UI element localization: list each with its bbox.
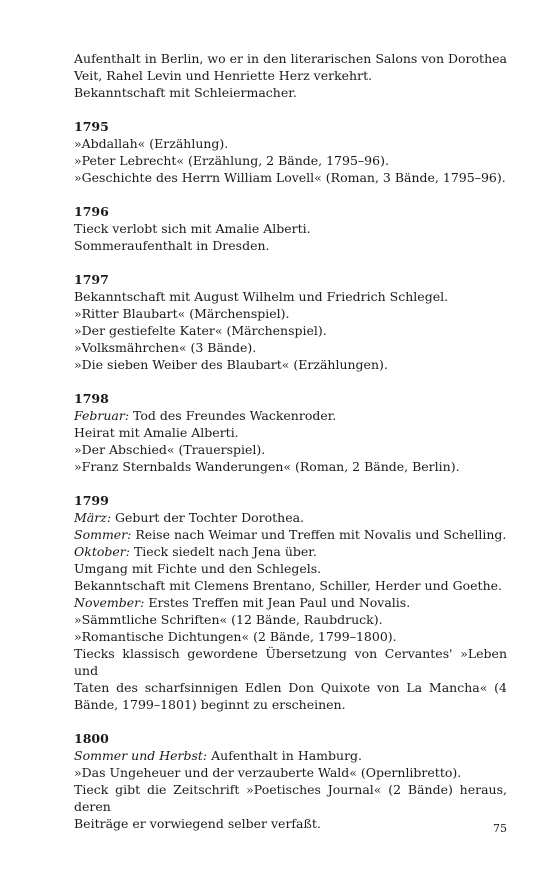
entry-text: Tod des Freundes Wackenroder. bbox=[129, 408, 337, 423]
year-heading: 1796 bbox=[74, 204, 109, 219]
entry bbox=[74, 152, 507, 169]
entry bbox=[74, 169, 507, 186]
entry-text: Geburt der Tochter Dorothea. bbox=[111, 510, 305, 525]
entry bbox=[74, 424, 507, 441]
entry bbox=[74, 509, 507, 526]
entry bbox=[74, 628, 507, 645]
entry bbox=[74, 526, 507, 543]
entry-text: »Volksmährchen« (3 Bände). bbox=[74, 340, 257, 355]
entry bbox=[74, 237, 507, 254]
entry bbox=[74, 441, 507, 458]
entry-text: »Ritter Blaubart« (Märchenspiel). bbox=[74, 306, 290, 321]
entry bbox=[74, 560, 507, 577]
entry-text: Bekanntschaft mit Clemens Brentano, Schiller, Herder und Goethe. bbox=[74, 578, 502, 593]
entry-text: »Peter Lebrecht« (Erzählung, 2 Bände, 1795–96). bbox=[74, 153, 389, 168]
entry-date-label: März: bbox=[74, 510, 112, 525]
entry-date-label: Sommer: bbox=[74, 527, 132, 542]
intro-line: Veit, Rahel Levin und Henriette Herz verkehrt. bbox=[74, 68, 373, 83]
entry-text: Reise nach Weimar und Treffen mit Novalis und Schelling. bbox=[131, 527, 507, 542]
paragraph-line: Bände, 1799–1801) beginnt zu erscheinen. bbox=[74, 697, 346, 712]
year-block-1797 bbox=[74, 271, 507, 373]
entry bbox=[74, 356, 507, 373]
page-body bbox=[74, 50, 507, 849]
entry bbox=[74, 322, 507, 339]
entry-text: Sommeraufenthalt in Dresden. bbox=[74, 238, 270, 253]
page-number: 75 bbox=[493, 822, 507, 835]
entry-text: »Der gestiefelte Kater« (Märchenspiel). bbox=[74, 323, 327, 338]
intro-line: Bekanntschaft mit Schleiermacher. bbox=[74, 85, 297, 100]
entry-text: »Abdallah« (Erzählung). bbox=[74, 136, 229, 151]
entry-text: »Geschichte des Herrn William Lovell« (Roman, 3 Bände, 1795–96). bbox=[74, 170, 506, 185]
entry bbox=[74, 611, 507, 628]
entry-text: »Romantische Dichtungen« (2 Bände, 1799–1800). bbox=[74, 629, 397, 644]
year-heading: 1800 bbox=[74, 731, 109, 746]
entry bbox=[74, 407, 507, 424]
year-block-1798 bbox=[74, 390, 507, 475]
entry bbox=[74, 305, 507, 322]
entry-text: »Die sieben Weiber des Blaubart« (Erzählungen). bbox=[74, 357, 388, 372]
year-block-1800 bbox=[74, 730, 507, 832]
entry-date-label: Februar: bbox=[74, 408, 130, 423]
entry bbox=[74, 543, 507, 560]
entry-text: »Franz Sternbalds Wanderungen« (Roman, 2 Bände, Berlin). bbox=[74, 459, 460, 474]
entry-text: Umgang mit Fichte und den Schlegels. bbox=[74, 561, 322, 576]
entry-text: Tieck verlobt sich mit Amalie Alberti. bbox=[74, 221, 311, 236]
entry-text: Tieck siedelt nach Jena über. bbox=[129, 544, 317, 559]
year-block-1796 bbox=[74, 203, 507, 254]
entry-text: »Das Ungeheuer und der verzauberte Wald« (Opernlibretto). bbox=[74, 765, 462, 780]
entry-text: Aufenthalt in Hamburg. bbox=[207, 748, 363, 763]
entry bbox=[74, 764, 507, 781]
entry-text: Erstes Treffen mit Jean Paul und Novalis. bbox=[144, 595, 411, 610]
paragraph-line: Tieck gibt die Zeitschrift »Poetisches Journal« (2 Bände) heraus, deren bbox=[74, 782, 507, 814]
entry bbox=[74, 135, 507, 152]
entry-date-label: Oktober: bbox=[74, 544, 130, 559]
paragraph-line: Tiecks klassisch gewordene Übersetzung von Cervantes' »Leben und bbox=[74, 646, 507, 678]
intro-line: Aufenthalt in Berlin, wo er in den literarischen Salons von Dorothea bbox=[74, 51, 507, 66]
entry bbox=[74, 577, 507, 594]
paragraph-line: Beiträge er vorwiegend selber verfaßt. bbox=[74, 816, 321, 831]
year-heading: 1797 bbox=[74, 272, 109, 287]
entry-date-label: Sommer und Herbst: bbox=[74, 748, 208, 763]
entry bbox=[74, 594, 507, 611]
year-block-1795 bbox=[74, 118, 507, 186]
year-block-1799 bbox=[74, 492, 507, 713]
entry-date-label: November: bbox=[74, 595, 145, 610]
entry-text: Bekanntschaft mit August Wilhelm und Friedrich Schlegel. bbox=[74, 289, 449, 304]
year-heading: 1795 bbox=[74, 119, 109, 134]
entry bbox=[74, 747, 507, 764]
year-heading: 1799 bbox=[74, 493, 109, 508]
entry bbox=[74, 339, 507, 356]
intro-paragraph bbox=[74, 50, 507, 101]
year-heading: 1798 bbox=[74, 391, 109, 406]
entry-text: »Sämmtliche Schriften« (12 Bände, Raubdruck). bbox=[74, 612, 383, 627]
entry bbox=[74, 220, 507, 237]
entry bbox=[74, 458, 507, 475]
entry bbox=[74, 288, 507, 305]
entry-text: »Der Abschied« (Trauerspiel). bbox=[74, 442, 266, 457]
paragraph-line: Taten des scharfsinnigen Edlen Don Quixote von La Mancha« (4 bbox=[74, 680, 507, 695]
entry-text: Heirat mit Amalie Alberti. bbox=[74, 425, 239, 440]
